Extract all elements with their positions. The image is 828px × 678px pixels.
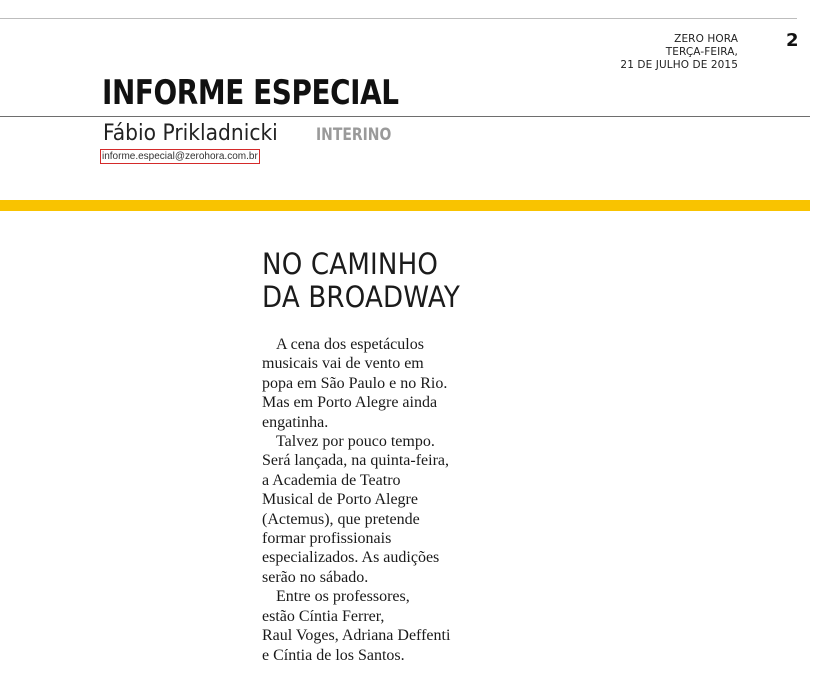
body-line: estão Cíntia Ferrer, (262, 607, 385, 625)
body-line: Musical de Porto Alegre (262, 491, 418, 509)
author-role: INTERINO (316, 125, 392, 145)
column-title: INFORME ESPECIAL (102, 73, 399, 113)
body-line: A cena dos espetáculos (276, 336, 424, 353)
email-link[interactable]: informe.especial@zerohora.com.br (102, 151, 258, 162)
paper-name: ZERO HORA (674, 33, 738, 45)
top-divider (0, 18, 797, 19)
body-line: popa em São Paulo e no Rio. (262, 374, 448, 392)
body-line: e Cíntia de los Santos. (262, 646, 405, 664)
body-line: (Actemus), que pretende (262, 510, 420, 528)
header-divider (0, 116, 810, 117)
weekday: TERÇA-FEIRA, (665, 46, 738, 58)
accent-band (0, 200, 810, 211)
body-line: musicais vai de vento em (262, 355, 424, 373)
page-number: 2 (786, 30, 799, 51)
body-line: formar profissionais (262, 530, 392, 548)
headline-line: DA BROADWAY (262, 280, 460, 314)
article-headline (262, 248, 460, 314)
article-body (262, 335, 477, 665)
publication-date: 21 DE JULHO DE 2015 (620, 59, 738, 71)
body-line: a Academia de Teatro (262, 471, 401, 489)
body-line: engatinha. (262, 413, 329, 431)
paper-dateline (620, 33, 738, 72)
body-line: serão no sábado. (262, 568, 369, 586)
body-line: Entre os professores, (276, 588, 410, 606)
body-line: especializados. As audições (262, 549, 440, 567)
body-line: Mas em Porto Alegre ainda (262, 394, 438, 412)
author-name: Fábio Prikladnicki (103, 121, 278, 146)
headline-line: NO CAMINHO (262, 247, 439, 281)
body-line: Raul Voges, Adriana Deffenti (262, 627, 451, 645)
body-line: Será lançada, na quinta-feira, (262, 452, 450, 470)
body-line: Talvez por pouco tempo. (276, 433, 435, 451)
